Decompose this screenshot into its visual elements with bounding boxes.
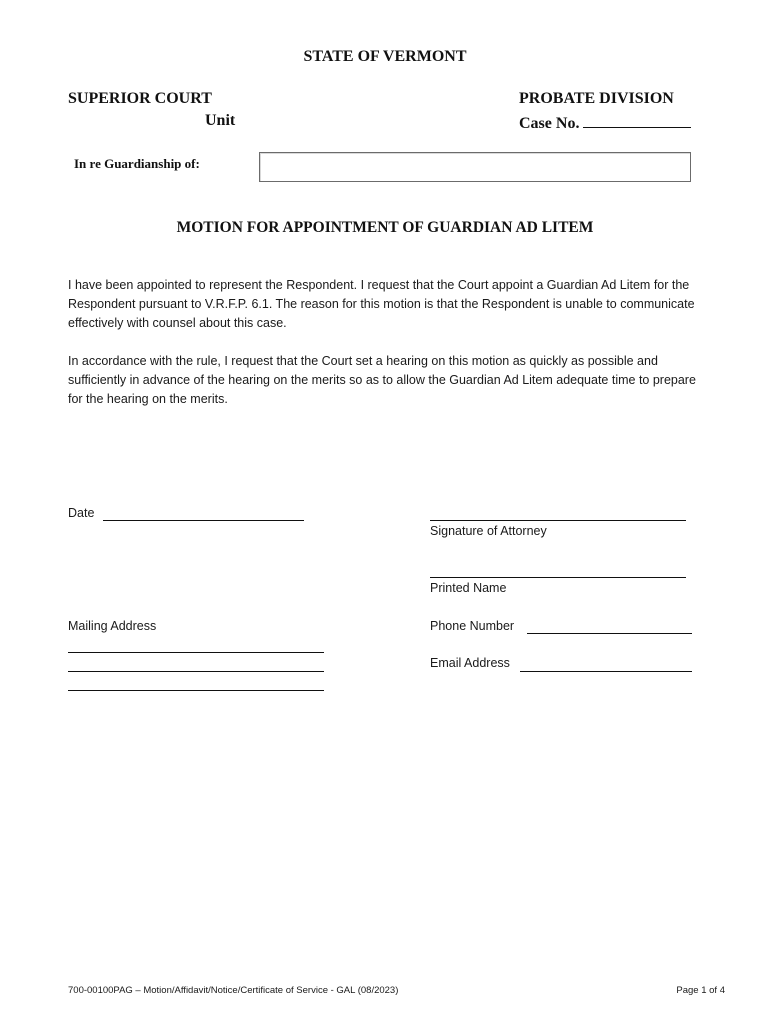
form-identifier: 700-00100PAG – Motion/Affidavit/Notice/Certificate of Service - GAL (08/2023) (68, 985, 399, 996)
unit-label: Unit (205, 112, 236, 129)
guardianship-name-input[interactable] (260, 153, 690, 181)
court-name: SUPERIOR COURT (68, 90, 212, 107)
page-number: Page 1 of 4 (676, 985, 725, 996)
signature-label: Signature of Attorney (430, 524, 547, 538)
case-number-field[interactable] (519, 112, 691, 133)
printed-name-line[interactable] (430, 577, 686, 578)
email-label: Email Address (430, 656, 510, 670)
email-line[interactable] (520, 671, 692, 672)
signature-line[interactable] (430, 520, 686, 521)
body-paragraph-2: In accordance with the rule, I request that the Court set a hearing on this motion as quickly as possible and sufficiently in advance of the hearing on the merits so as to allow the Guardian Ad Litem adequate time to prepare for the hearing on the merits. (68, 354, 696, 406)
mailing-address-line-2[interactable] (68, 671, 324, 672)
date-line[interactable] (103, 520, 304, 521)
guardianship-name-box[interactable] (259, 152, 691, 182)
case-number-label: Case No. (519, 115, 580, 132)
in-re-label: In re Guardianship of: (74, 156, 200, 171)
date-label: Date (68, 506, 95, 520)
motion-title: MOTION FOR APPOINTMENT OF GUARDIAN AD LITEM (176, 219, 594, 236)
mailing-address-label: Mailing Address (68, 619, 157, 633)
mailing-address-line-1[interactable] (68, 652, 324, 653)
mailing-address-line-3[interactable] (68, 690, 324, 691)
division-name: PROBATE DIVISION (519, 90, 674, 107)
phone-label: Phone Number (430, 619, 515, 633)
printed-name-label: Printed Name (430, 581, 507, 595)
state-heading: STATE OF VERMONT (303, 48, 467, 65)
body-paragraph-1: I have been appointed to represent the Respondent. I request that the Court appoint a Guardian Ad Litem for the Respondent pursuant to V.R.F.P. 6.1. The reason for this motion is that the Respondent is unable to communicate effectively with counsel about this case. (68, 278, 695, 330)
case-number-blank[interactable] (583, 112, 691, 128)
phone-line[interactable] (527, 633, 692, 634)
